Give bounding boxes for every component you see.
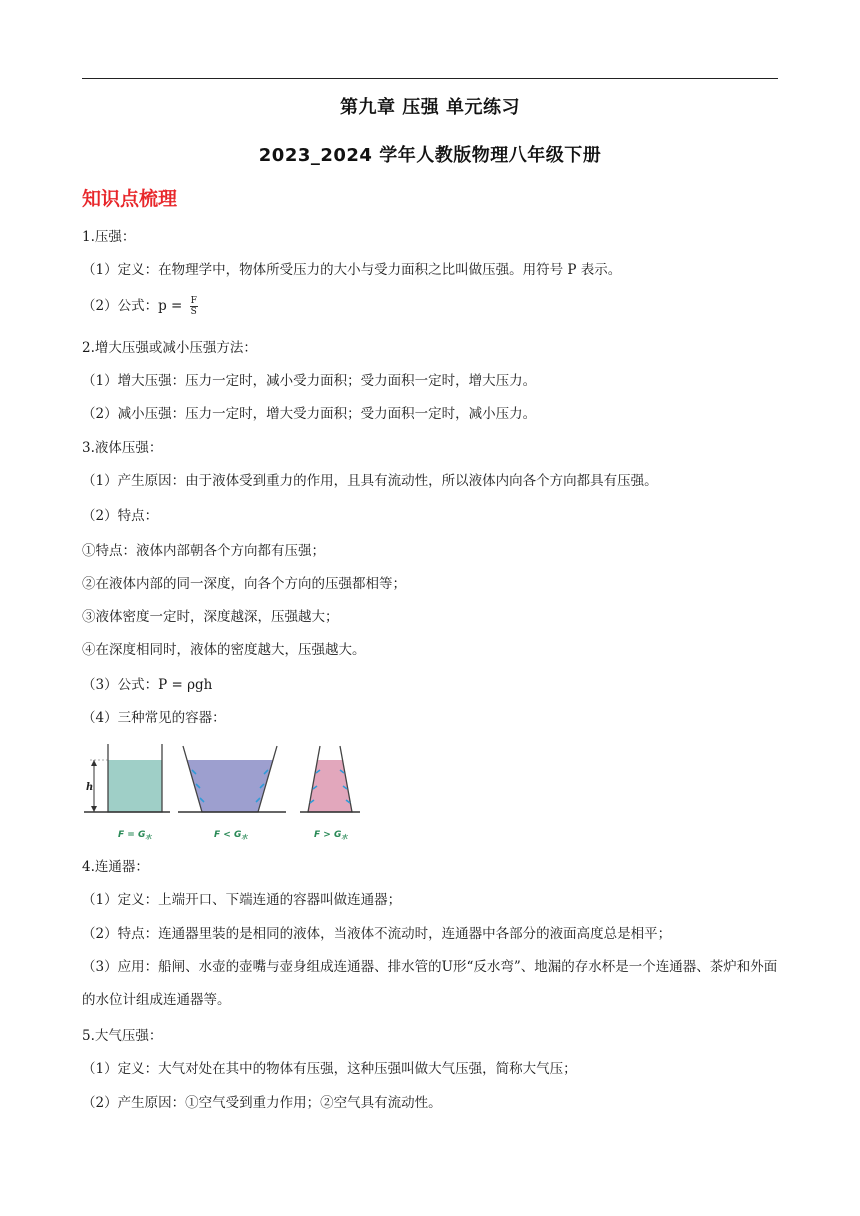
water-straight-container bbox=[108, 760, 162, 812]
height-arrow-head-bottom bbox=[91, 806, 97, 812]
atmospheric-pressure-definition: （1）定义：大气对处在其中的物体有压强，这种压强叫做大气压强，简称大气压； bbox=[82, 1061, 577, 1077]
heading-atmospheric-pressure: 5.大气压强： bbox=[82, 1028, 163, 1044]
connected-vessels-feature: （2）特点：连通器里装的是相同的液体，当液体不流动时，连通器中各部分的液面高度总是相平； bbox=[82, 926, 672, 942]
water-narrow-top-container bbox=[308, 760, 352, 812]
section-heading: 知识点梳理 bbox=[82, 188, 178, 210]
feature-2: ②在液体内部的同一深度，向各个方向的压强都相等； bbox=[82, 576, 406, 592]
feature-3: ③液体密度一定时，深度越深，压强越大； bbox=[82, 609, 339, 625]
heading-liquid-pressure: 3.液体压强： bbox=[82, 440, 163, 456]
decrease-pressure: （2）减小压强：压力一定时，增大受力面积；受力面积一定时，减小压力。 bbox=[82, 406, 537, 422]
height-arrow-head-top bbox=[91, 760, 97, 766]
heading-connected-vessels: 4.连通器： bbox=[82, 859, 149, 875]
fraction-numerator: F bbox=[190, 296, 197, 306]
heading-pressure: 1.压强： bbox=[82, 229, 136, 245]
increase-pressure: （1）增大压强：压力一定时，减小受力面积；受力面积一定时，增大压力。 bbox=[82, 373, 537, 389]
liquid-pressure-cause: （1）产生原因：由于液体受到重力的作用，且具有流动性，所以液体内向各个方向都具有压强。 bbox=[82, 473, 658, 489]
caption-equal: $F = G_水$ bbox=[118, 830, 152, 841]
header-rule bbox=[82, 78, 778, 79]
connected-vessels-definition: （1）定义：上端开口、下端连通的容器叫做连通器； bbox=[82, 892, 402, 908]
feature-4: ④在深度相同时，液体的密度越大，压强越大。 bbox=[82, 642, 366, 658]
liquid-pressure-features: （2）特点： bbox=[82, 508, 159, 524]
caption-less: $F < G_水$ bbox=[214, 830, 248, 841]
containers-figure bbox=[84, 740, 374, 844]
caption-greater: $F > G_水$ bbox=[314, 830, 348, 841]
formula-fraction bbox=[190, 296, 198, 317]
liquid-pressure-formula: （3）公式：P = ρgh bbox=[82, 677, 213, 693]
pressure-formula bbox=[82, 296, 782, 317]
heading-change-pressure: 2.增大压强或减小压强方法： bbox=[82, 340, 257, 356]
atmospheric-pressure-cause: （2）产生原因：①空气受到重力作用；②空气具有流动性。 bbox=[82, 1095, 442, 1111]
height-label: h bbox=[86, 782, 94, 793]
feature-1: ①特点：液体内部朝各个方向都有压强； bbox=[82, 543, 325, 559]
pressure-definition: （1）定义：在物理学中，物体所受压力的大小与受力面积之比叫做压强。用符号 P 表示。 bbox=[82, 262, 622, 278]
fraction-denominator: S bbox=[190, 307, 197, 317]
formula-prefix: （2）公式：p = bbox=[82, 298, 183, 314]
container-types-label: （4）三种常见的容器： bbox=[82, 710, 226, 726]
chapter-title: 第九章 压强 单元练习 bbox=[339, 97, 521, 118]
textbook-subtitle: 2023_2024 学年人教版物理八年级下册 bbox=[258, 145, 602, 166]
containers-illustration bbox=[84, 740, 374, 844]
connected-vessels-application: （3）应用：船闸、水壶的壶嘴与壶身组成连通器、排水管的U形“反水弯”、地漏的存水杯是一个连通器、茶炉和外面的水位计组成连通器等。 bbox=[82, 959, 778, 1008]
